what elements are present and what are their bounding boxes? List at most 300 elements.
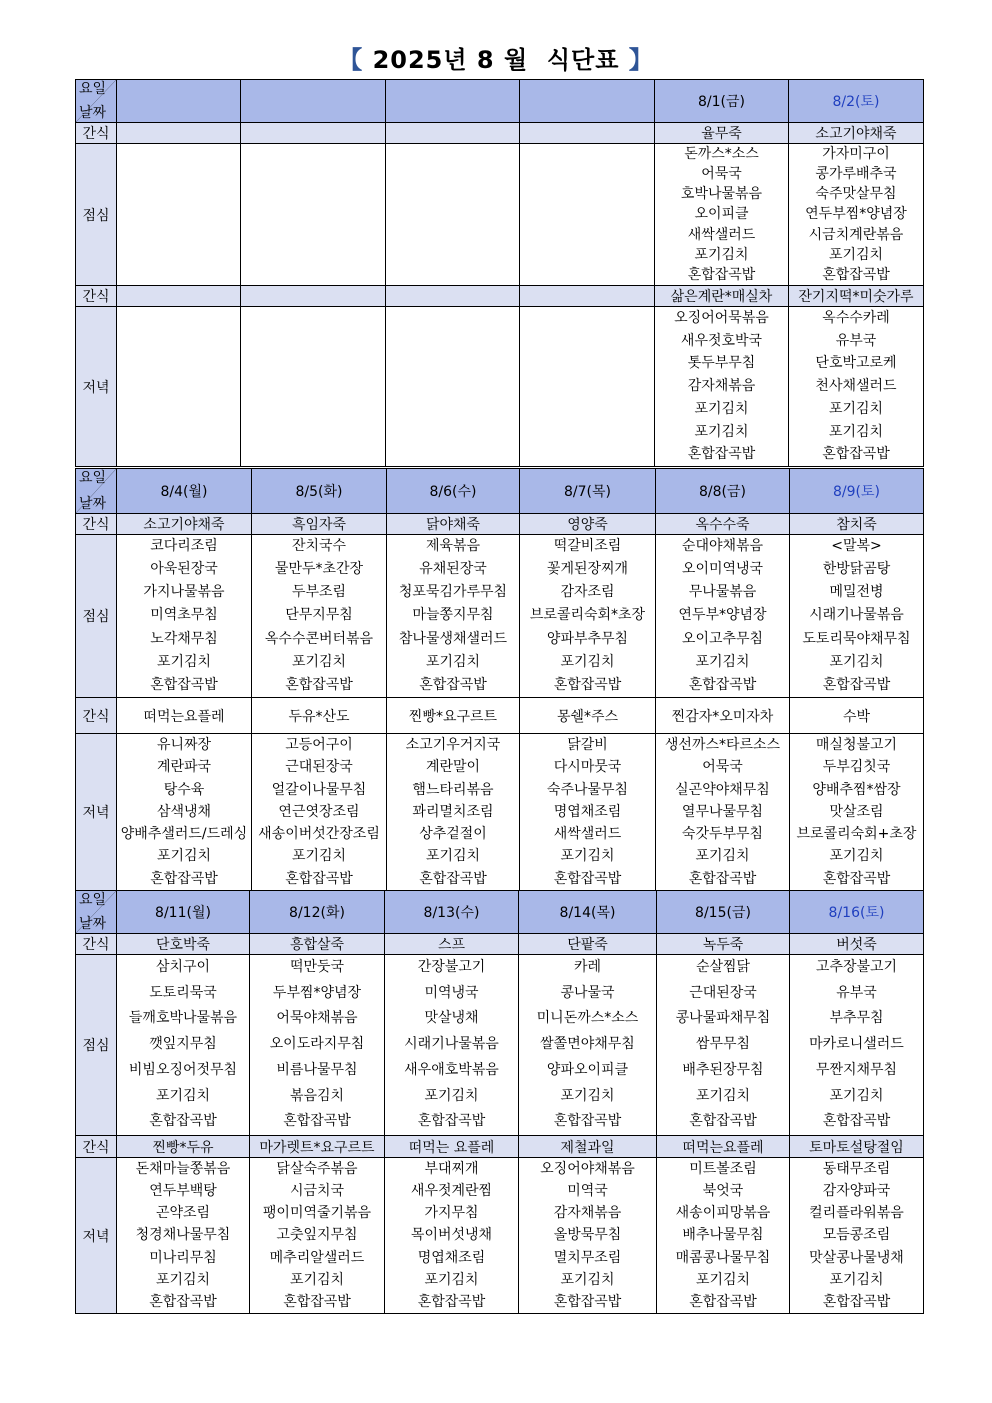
morning-snack: 흑임자죽 (252, 514, 387, 535)
date-header: 8/15(금) (657, 891, 790, 934)
menu-item: 실곤약야채무침 (675, 781, 770, 798)
menu-item: 천사채샐러드 (815, 378, 897, 395)
menu-item: 포기김치 (694, 400, 749, 417)
menu-item: <말복> (831, 538, 882, 555)
dinner-menu (250, 1158, 385, 1314)
menu-item: 새우젓계란찜 (410, 1183, 493, 1200)
menu-item: 물만두*초간장 (274, 561, 364, 578)
menu-item: 브로콜리숙회+초장 (796, 826, 917, 843)
dinner-menu (657, 1158, 790, 1314)
menu-item: 유채된장국 (419, 561, 487, 578)
menu-item: 고추장불고기 (815, 959, 898, 976)
menu-item: 삼색냉채 (156, 803, 212, 820)
lunch-menu (117, 144, 241, 286)
menu-item: 열무나물무침 (681, 803, 764, 820)
lunch-menu (385, 955, 519, 1136)
menu-item: 유부국 (835, 332, 877, 349)
menu-item: 호박나물볶음 (680, 186, 763, 203)
menu-item: 돈채마늘쫑볶음 (135, 1161, 231, 1178)
menu-item: 시래기나물볶음 (404, 1036, 499, 1053)
menu-item: 혼합잡곡밥 (689, 1113, 757, 1130)
dinner-menu (117, 1158, 250, 1314)
menu-item: 연두부찜*양념장 (805, 206, 907, 223)
dinner-menu (656, 734, 790, 891)
snack-label: 간식 (76, 123, 117, 144)
lunch-menu (656, 535, 790, 698)
menu-item: 혼합잡곡밥 (150, 676, 218, 693)
date-header: 8/5(화) (252, 469, 387, 514)
lunch-menu (117, 535, 252, 698)
menu-item: 맛살콩나물냉채 (809, 1249, 904, 1266)
afternoon-snack: 삶은계란*매실차 (655, 286, 789, 307)
menu-item: 명엽채조림 (553, 803, 622, 820)
menu-item: 동태무조림 (822, 1161, 891, 1178)
menu-item: 유부국 (836, 984, 877, 1001)
date-header: 8/1(금) (655, 80, 789, 123)
date-header: 8/7(목) (520, 469, 656, 514)
morning-snack: 율무죽 (655, 123, 789, 144)
menu-item: 포기김치 (829, 1087, 884, 1104)
menu-item: 혼합잡곡밥 (150, 870, 218, 887)
menu-item: 숙주나물무침 (546, 781, 629, 798)
menu-item: 연두부*양념장 (678, 607, 767, 624)
menu-item: 얼갈이나물무침 (271, 781, 367, 798)
menu-item: 혼합잡곡밥 (419, 676, 487, 693)
menu-item: 꽈리멸치조림 (412, 803, 494, 820)
menu-item: 포기김치 (424, 1271, 479, 1288)
afternoon-snack (520, 286, 655, 307)
menu-item: 고등어구이 (285, 737, 353, 753)
menu-item: 쌈무무침 (695, 1036, 751, 1053)
menu-item: 포기김치 (695, 653, 750, 670)
menu-item: 맛살냉채 (424, 1010, 479, 1027)
menu-item: 오징어어묵볶음 (674, 310, 769, 327)
date-header (117, 80, 241, 123)
menu-item: 연두부백탕 (149, 1183, 217, 1200)
menu-item: 순대야채볶음 (681, 538, 764, 555)
lunch-menu (386, 144, 520, 286)
menu-item: 감자조림 (560, 584, 615, 601)
menu-item: 떡갈비조림 (553, 538, 622, 555)
menu-item: 양파오이피클 (546, 1061, 629, 1078)
menu-item: 부추무침 (829, 1010, 884, 1027)
title-text: 2025년 8 월 식단표 (372, 46, 620, 74)
lunch-menu (655, 144, 789, 286)
dinner-menu (520, 734, 656, 891)
menu-item: 미트볼조림 (689, 1161, 757, 1178)
afternoon-snack: 몽쉘*주스 (520, 698, 656, 734)
menu-item: 북엇국 (702, 1183, 744, 1200)
menu-item: 미역국 (567, 1183, 608, 1200)
afternoon-snack (386, 286, 520, 307)
morning-snack (241, 123, 386, 144)
menu-item: 아욱된장국 (150, 561, 218, 578)
menu-item: 잔치국수 (291, 538, 347, 555)
menu-item: 혼합잡곡밥 (689, 1293, 757, 1310)
menu-item: 닭갈비 (567, 737, 608, 753)
menu-item: 감자채볶음 (687, 378, 756, 395)
menu-item: 미역초무침 (150, 607, 218, 624)
date-header (241, 80, 386, 123)
date-header: 8/12(화) (250, 891, 385, 934)
menu-item: 계란말이 (425, 759, 481, 776)
afternoon-snack: 수박 (790, 698, 924, 734)
menu-item: 혼합잡곡밥 (822, 446, 890, 463)
menu-item: 다시마뭇국 (553, 759, 622, 776)
dinner-menu (655, 307, 789, 467)
menu-item: 연근엿장조림 (278, 803, 360, 820)
morning-snack: 흥합살죽 (250, 934, 385, 955)
date-header (386, 80, 520, 123)
lunch-menu (520, 144, 655, 286)
lunch-menu (519, 955, 657, 1136)
lunch-label: 점심 (76, 144, 117, 286)
menu-item: 부대찌개 (424, 1161, 479, 1178)
afternoon-snack: 두유*산도 (252, 698, 387, 734)
menu-item: 오이고추무침 (681, 630, 764, 647)
menu-item: 혼합잡곡밥 (822, 676, 891, 693)
lunch-menu (790, 955, 924, 1136)
menu-item: 명엽채조림 (417, 1249, 486, 1266)
menu-item: 메밀전병 (829, 584, 884, 601)
menu-item: 청포묵김가루무침 (398, 584, 508, 601)
menu-item: 새우젓호박국 (680, 332, 763, 349)
afternoon-snack: 찐빵*요구르트 (387, 698, 520, 734)
weekday-date-corner (76, 80, 117, 123)
menu-item: 브로콜리숙회*초장 (529, 607, 646, 624)
afternoon-snack: 찐빵*두유 (117, 1136, 250, 1158)
lunch-menu (520, 535, 656, 698)
snack-label: 간식 (76, 1136, 117, 1158)
menu-item: 돈까스*소스 (684, 146, 759, 163)
weekday-date-corner (76, 469, 117, 514)
menu-item: 혼합잡곡밥 (822, 1113, 891, 1130)
menu-item: 혼합잡곡밥 (419, 870, 487, 887)
morning-snack: 단호박죽 (117, 934, 250, 955)
morning-snack: 녹두죽 (657, 934, 790, 955)
dinner-label: 저녁 (76, 1158, 117, 1314)
menu-item: 포기김치 (425, 653, 481, 670)
menu-item: 도토리묵야채무침 (802, 630, 911, 647)
menu-item: 근대된장국 (285, 759, 353, 776)
dinner-label: 저녁 (76, 307, 117, 467)
date-header (520, 80, 655, 123)
week-3-menu-table (75, 890, 924, 1314)
menu-item: 옥수수카레 (822, 310, 890, 327)
menu-item: 비빔오징어젓무침 (128, 1061, 238, 1078)
menu-item: 혼합잡곡밥 (553, 1113, 622, 1130)
menu-item: 노각채무침 (150, 630, 218, 647)
menu-item: 혼합잡곡밥 (687, 446, 756, 463)
menu-item: 간장불고기 (417, 959, 486, 976)
menu-item: 고춧잎지무침 (276, 1227, 358, 1244)
menu-item: 마늘쫑지무침 (412, 607, 494, 624)
lunch-menu (387, 535, 520, 698)
afternoon-snack: 떠먹는요플레 (657, 1136, 790, 1158)
menu-item: 떡만둣국 (289, 959, 345, 976)
menu-item: 콩나물파채무침 (675, 1010, 771, 1027)
menu-item: 오이피클 (694, 206, 749, 223)
menu-item: 들깨호박나물볶음 (128, 1010, 238, 1027)
menu-item: 혼합잡곡밥 (285, 870, 353, 887)
menu-item: 삼치구이 (155, 959, 211, 976)
dinner-menu (520, 307, 655, 467)
menu-item: 혼합잡곡밥 (688, 676, 757, 693)
menu-item: 코다리조림 (150, 538, 218, 555)
menu-item: 배추나물무침 (682, 1227, 764, 1244)
morning-snack (386, 123, 520, 144)
menu-item: 탕수육 (163, 781, 205, 798)
menu-item: 포기김치 (695, 848, 750, 865)
menu-item: 포기김치 (156, 653, 212, 670)
morning-snack: 참치죽 (790, 514, 924, 535)
menu-item: 시금치계란볶음 (808, 226, 904, 243)
dinner-menu (241, 307, 386, 467)
menu-item: 톳두부무침 (687, 355, 756, 372)
lunch-menu (241, 144, 386, 286)
morning-snack: 닭야채죽 (387, 514, 520, 535)
menu-item: 혼합잡곡밥 (417, 1113, 486, 1130)
menu-item: 혼합잡곡밥 (688, 870, 757, 887)
menu-item: 볶음김치 (289, 1087, 345, 1104)
dinner-menu (385, 1158, 519, 1314)
date-header: 8/6(수) (387, 469, 520, 514)
week-2-menu-table (75, 468, 924, 891)
menu-item: 감자채볶음 (553, 1205, 622, 1222)
menu-item: 옥수수콘버터볶음 (264, 630, 374, 647)
menu-item: 어묵국 (702, 759, 743, 776)
date-header: 8/9(토) (790, 469, 924, 514)
menu-item: 팽이미역줄기볶음 (262, 1205, 372, 1222)
menu-item: 시래기나물볶음 (809, 607, 904, 624)
menu-item: 포기김치 (560, 1087, 615, 1104)
menu-item: 시금치국 (289, 1183, 345, 1200)
menu-item: 양배추샐러드/드레싱 (120, 826, 248, 843)
menu-item: 청경채나물무침 (135, 1227, 231, 1244)
menu-item: 닭살숙주볶음 (276, 1161, 358, 1178)
menu-item: 미나리무침 (149, 1249, 217, 1266)
menu-item: 혼합잡곡밥 (553, 676, 622, 693)
menu-item: 혼합잡곡밥 (687, 266, 756, 283)
morning-snack: 소고기야채죽 (117, 514, 252, 535)
menu-item: 포기김치 (560, 653, 615, 670)
menu-item: 새싹샐러드 (553, 826, 622, 843)
menu-item: 포기김치 (560, 1271, 615, 1288)
menu-item: 두부찜*양념장 (272, 984, 362, 1001)
menu-item: 포기김치 (424, 1087, 479, 1104)
afternoon-snack: 토마토설탕절임 (790, 1136, 924, 1158)
afternoon-snack (117, 286, 241, 307)
menu-item: 제육볶음 (425, 538, 481, 555)
morning-snack (520, 123, 655, 144)
menu-item: 생선까스*타르소스 (664, 737, 781, 753)
menu-item: 포기김치 (155, 1087, 211, 1104)
date-header: 8/2(토) (789, 80, 924, 123)
dinner-menu (387, 734, 520, 891)
menu-item: 햄느타리볶음 (412, 781, 494, 798)
menu-item: 컬리플라워볶음 (809, 1205, 904, 1222)
menu-item: 오이미역냉국 (681, 561, 764, 578)
menu-item: 계란파국 (156, 759, 212, 776)
morning-snack: 단팥죽 (519, 934, 657, 955)
menu-item: 참나물생채샐러드 (398, 630, 508, 647)
menu-item: 새송이버섯간장조림 (258, 826, 380, 843)
date-header: 8/4(월) (117, 469, 252, 514)
menu-item: 새송이피망볶음 (675, 1205, 771, 1222)
afternoon-snack: 떠먹는 요플레 (385, 1136, 519, 1158)
morning-snack (117, 123, 241, 144)
afternoon-snack: 찐감자*오미자차 (656, 698, 790, 734)
menu-item: 혼합잡곡밥 (553, 1293, 622, 1310)
menu-item: 포기김치 (829, 848, 884, 865)
menu-item: 상추겉절이 (419, 826, 487, 843)
dinner-menu (790, 1158, 924, 1314)
menu-item: 혼합잡곡밥 (285, 676, 353, 693)
menu-item: 비름나물무침 (276, 1061, 358, 1078)
menu-item: 어묵야채볶음 (276, 1010, 358, 1027)
dinner-menu (117, 307, 241, 467)
menu-item: 카레 (573, 959, 602, 976)
menu-item: 포기김치 (156, 848, 212, 865)
menu-item: 혼합잡곡밥 (822, 1293, 891, 1310)
dinner-menu (386, 307, 520, 467)
afternoon-snack: 마가렛트*요구르트 (250, 1136, 385, 1158)
menu-item: 포기김치 (829, 653, 884, 670)
menu-item: 포기김치 (828, 400, 884, 417)
lunch-label: 점심 (76, 955, 117, 1136)
menu-item: 콩가루배추국 (815, 166, 897, 183)
morning-snack: 영양죽 (520, 514, 656, 535)
corner-weekday-text: 요일 (79, 81, 107, 97)
menu-item: 포기김치 (694, 246, 749, 263)
snack-label: 간식 (76, 514, 117, 535)
morning-snack: 소고기야채죽 (789, 123, 924, 144)
dinner-menu (790, 734, 924, 891)
dinner-menu (117, 734, 252, 891)
menu-item: 포기김치 (828, 246, 884, 263)
lunch-label: 점심 (76, 535, 117, 698)
menu-item: 매실청불고기 (815, 737, 898, 753)
menu-item: 오징어야채볶음 (540, 1161, 635, 1178)
menu-item: 혼합잡곡밥 (283, 1113, 351, 1130)
menu-item: 두부김칫국 (822, 759, 891, 776)
page-title (0, 40, 992, 75)
morning-snack: 옥수수죽 (656, 514, 790, 535)
menu-item: 포기김치 (695, 1271, 751, 1288)
date-header: 8/13(수) (385, 891, 519, 934)
afternoon-snack: 잔기지떡*미숫가루 (789, 286, 924, 307)
date-header: 8/8(금) (656, 469, 790, 514)
menu-item: 미니돈까스*소스 (536, 1010, 639, 1027)
menu-item: 무나물볶음 (688, 584, 757, 601)
menu-item: 가지무침 (424, 1205, 479, 1222)
menu-item: 포기김치 (828, 423, 884, 440)
menu-item: 포기김치 (291, 653, 347, 670)
menu-item: 단무지무침 (285, 607, 353, 624)
menu-item: 마카로니샐러드 (809, 1036, 904, 1053)
menu-item: 숙주맛살무침 (815, 186, 897, 203)
menu-item: 포기김치 (425, 848, 481, 865)
date-header: 8/11(월) (117, 891, 250, 934)
menu-item: 꽃게된장찌개 (546, 561, 629, 578)
menu-item: 배추된장무침 (682, 1061, 764, 1078)
lunch-menu (790, 535, 924, 698)
menu-item: 매콤콩나물무침 (675, 1249, 771, 1266)
menu-item: 모듬콩조림 (822, 1227, 891, 1244)
snack-label: 간식 (76, 286, 117, 307)
menu-item: 소고기우거지국 (405, 737, 501, 753)
menu-item: 양파부추무침 (546, 630, 629, 647)
menu-item: 목이버섯냉채 (410, 1227, 493, 1244)
lunch-menu (657, 955, 790, 1136)
menu-item: 새싹샐러드 (687, 226, 756, 243)
corner-date-text: 날짜 (79, 105, 107, 121)
title-open-bracket: 【 (338, 46, 364, 74)
menu-item: 포기김치 (291, 848, 347, 865)
menu-item: 쌀쫄면야채무침 (540, 1036, 635, 1053)
menu-item: 메추리알샐러드 (269, 1249, 365, 1266)
menu-item: 혼합잡곡밥 (149, 1293, 217, 1310)
menu-item: 혼합잡곡밥 (822, 870, 891, 887)
corner-date-text: 날짜 (79, 496, 107, 512)
week-1-menu-table (75, 79, 924, 467)
menu-item: 혼합잡곡밥 (149, 1113, 217, 1130)
menu-item: 숙갓두부무침 (681, 826, 764, 843)
menu-item: 근대된장국 (689, 984, 757, 1001)
lunch-menu (252, 535, 387, 698)
menu-item: 혼합잡곡밥 (553, 870, 622, 887)
weekday-date-corner (76, 891, 117, 934)
dinner-label: 저녁 (76, 734, 117, 891)
lunch-menu (117, 955, 250, 1136)
menu-item: 미역냉국 (424, 984, 479, 1001)
afternoon-snack (241, 286, 386, 307)
menu-item: 맛살조림 (829, 803, 884, 820)
menu-item: 양배추찜*쌈장 (812, 781, 901, 798)
menu-item: 멸치무조림 (553, 1249, 622, 1266)
date-header: 8/16(토) (790, 891, 924, 934)
lunch-menu (789, 144, 924, 286)
menu-item: 두부조림 (291, 584, 347, 601)
lunch-menu (250, 955, 385, 1136)
menu-item: 한방닭곰탕 (822, 561, 891, 578)
menu-item: 도토리묵국 (149, 984, 217, 1001)
date-header: 8/14(목) (519, 891, 657, 934)
menu-item: 유니짜장 (156, 737, 212, 753)
menu-item: 새우애호박볶음 (404, 1061, 499, 1078)
menu-item: 무짠지채무침 (815, 1061, 898, 1078)
afternoon-snack: 떠먹는요플레 (117, 698, 252, 734)
menu-item: 포기김치 (155, 1271, 211, 1288)
menu-item: 혼합잡곡밥 (417, 1293, 486, 1310)
morning-snack: 스프 (385, 934, 519, 955)
afternoon-snack: 제철과일 (519, 1136, 657, 1158)
corner-weekday-text: 요일 (79, 470, 107, 486)
menu-item: 포기김치 (694, 423, 749, 440)
menu-item: 혼합잡곡밥 (822, 266, 890, 283)
menu-item: 포기김치 (289, 1271, 345, 1288)
menu-item: 감자양파국 (822, 1183, 891, 1200)
menu-item: 콩나물국 (560, 984, 615, 1001)
menu-item: 포기김치 (560, 848, 615, 865)
morning-snack: 버섯죽 (790, 934, 924, 955)
menu-item: 혼합잡곡밥 (283, 1293, 351, 1310)
snack-label: 간식 (76, 698, 117, 734)
dinner-menu (789, 307, 924, 467)
menu-item: 순살찜닭 (695, 959, 751, 976)
menu-item: 포기김치 (695, 1087, 751, 1104)
menu-item: 곤약조림 (155, 1205, 211, 1222)
